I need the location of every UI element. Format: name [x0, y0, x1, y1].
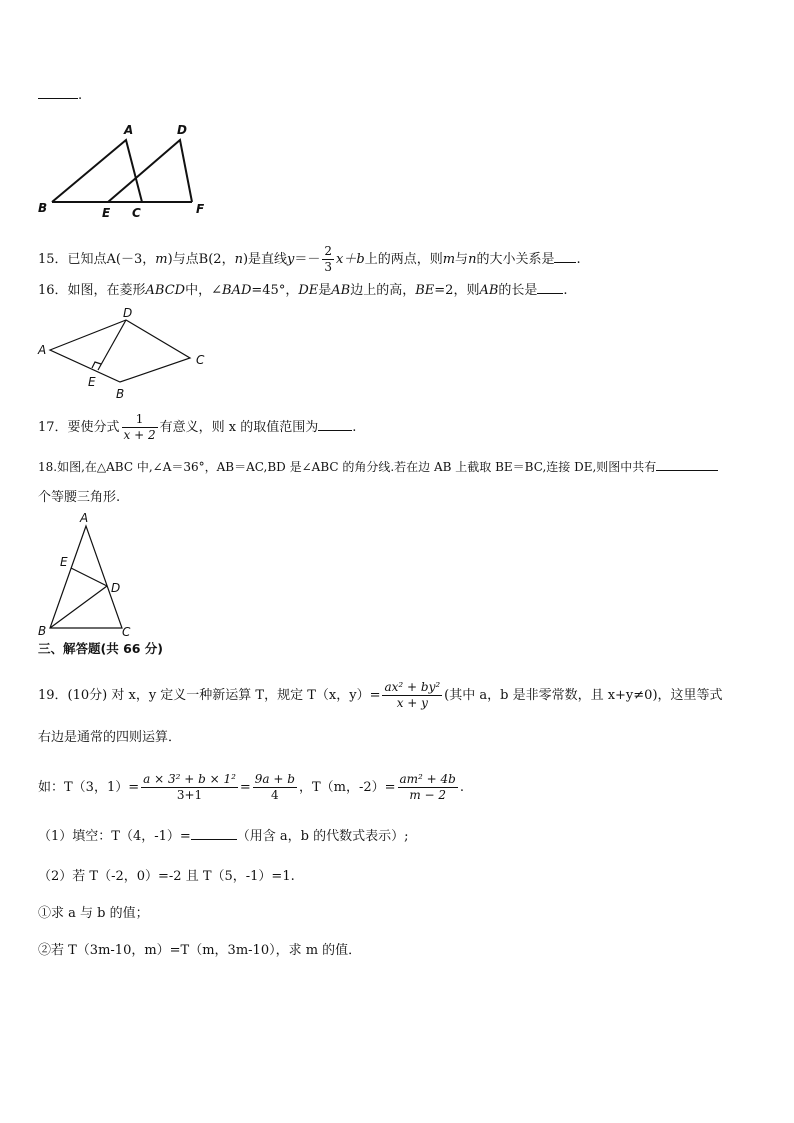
label-C: C	[132, 206, 141, 220]
rhombus-figure	[34, 306, 214, 402]
triangles-figure	[30, 120, 220, 220]
label-A: A	[38, 343, 47, 357]
answer-blank-15	[554, 250, 576, 263]
label-D: D	[123, 306, 133, 320]
label-D: D	[111, 581, 121, 595]
question-19-part2: （2）若 T（-2，0）=-2 且 T（5，-1）=1.	[38, 869, 295, 884]
triangle-def	[108, 140, 192, 202]
label-E: E	[102, 206, 111, 220]
label-B: B	[116, 387, 125, 401]
isosceles-triangle-figure	[34, 510, 144, 642]
question-18-line1: 18.如图,在△ABC 中,∠A＝36°，AB＝AC,BD 是∠ABC 的角分线.若在边 AB 上截取 BE＝BC,连接 DE,则图中共有	[38, 458, 718, 476]
label-B: B	[38, 624, 47, 638]
label-E: E	[60, 555, 68, 569]
example-fraction-3: $\frac{\text{am² + 4b}}{m - 2}$	[399, 772, 456, 802]
fraction-2-3: $\frac{2}{3}$	[324, 244, 333, 274]
question-17: 17．要使分式 $\frac{1}{x + 2}$ 有意义，则 x 的取值范围为 .	[38, 412, 357, 442]
label-A: A	[124, 123, 134, 137]
question-18-line2: 个等腰三角形.	[38, 490, 121, 505]
answer-blank-17	[318, 418, 352, 431]
answer-blank-16	[537, 281, 563, 294]
fraction-1-over-x-plus-2: $\frac{1}{x + 2}$	[123, 412, 156, 442]
question-19-definition: 19．(10分) 对 x，y 定义一种新运算 T，规定 T（x，y）= $\frac{\text{ax² + by²}}{x + y}$ (其中 a，b 是非零常数，且 x+y≠0)，这里等式	[38, 680, 723, 710]
question-19-example: 如：T（3，1）= $\frac{\text{a × 3² + b × 1²}}{3+1}$ = $\frac{9a + b}{4}$ ，T（m，-2）= $\frac{\text{am² + 4b}}{m - 2}$ .	[38, 772, 464, 802]
label-A: A	[80, 511, 89, 525]
definition-fraction: $\frac{\text{ax² + by²}}{x + y}$	[384, 680, 441, 710]
example-fraction-1: $\frac{\text{a × 3² + b × 1²}}{3+1}$	[143, 772, 236, 802]
bisector-bd	[50, 586, 107, 628]
section-heading: 三、解答题(共 66 分)	[38, 641, 164, 656]
question-19-line2: 右边是通常的四则运算．	[38, 730, 182, 745]
example-fraction-2: $\frac{9a + b}{4}$	[254, 772, 295, 802]
label-B: B	[38, 201, 48, 215]
rhombus-abcd	[50, 320, 190, 382]
height-de	[98, 320, 126, 370]
answer-blank-19-1	[191, 827, 237, 840]
label-E: E	[88, 375, 96, 389]
question-16: 16．如图，在菱形ABCD中，∠BAD=45°，DE是AB边上的高，BE=2，则AB的长是 .	[38, 283, 568, 298]
previous-answer-blank: .	[38, 86, 82, 105]
label-F: F	[196, 202, 205, 216]
question-19-part2a: ①求 a 与 b 的值；	[38, 906, 149, 921]
question-19-part1: （1）填空：T（4，-1）= （用含 a，b 的代数式表示）;	[38, 829, 409, 844]
triangle-abc	[50, 526, 122, 628]
label-C: C	[196, 353, 205, 367]
label-D: D	[177, 123, 187, 137]
label-C: C	[122, 625, 131, 639]
answer-blank-18	[656, 458, 718, 471]
triangle-abc	[52, 140, 142, 202]
question-19-part2b: ②若 T（3m-10，m）=T（m，3m-10），求 m 的值．	[38, 943, 362, 958]
question-15: 15．已知点A(－3，m)与点B(2，n)是直线y＝－ $\frac{2}{3}$ x＋b上的两点，则m与n的大小关系是 .	[38, 244, 581, 274]
